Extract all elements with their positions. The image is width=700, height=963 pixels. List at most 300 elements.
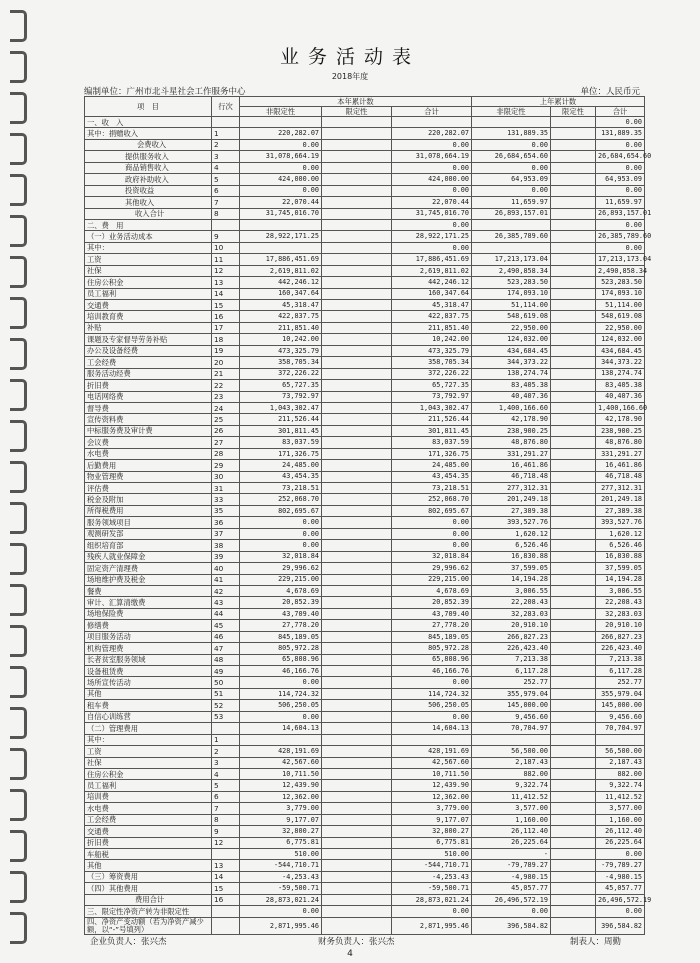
header-current-year: 本年累计数 xyxy=(240,97,472,107)
row-previous-total: 26,225.64 xyxy=(596,837,645,848)
binding-ring-icon xyxy=(10,748,27,780)
row-current-unrestricted: 12,439.90 xyxy=(240,780,322,791)
row-current-total: 28,922,171.25 xyxy=(392,231,472,242)
row-current-unrestricted: 32,018.84 xyxy=(240,551,322,562)
row-item-name: 水电费 xyxy=(85,448,212,459)
row-item-name: 固定资产清理费 xyxy=(85,563,212,574)
row-previous-total: 42,178.90 xyxy=(596,414,645,425)
row-previous-unrestricted: 26,385,789.60 xyxy=(472,231,551,242)
row-current-unrestricted: 2,619,811.02 xyxy=(240,265,322,276)
row-previous-restricted xyxy=(551,197,596,208)
row-previous-total: 11,659.97 xyxy=(596,197,645,208)
row-current-unrestricted: 0.00 xyxy=(240,139,322,150)
row-item-name: 员工福利 xyxy=(85,780,212,791)
row-previous-total: 26,893,157.01 xyxy=(596,208,645,219)
row-current-restricted xyxy=(322,460,392,471)
table-row xyxy=(85,471,645,482)
row-previous-total: 26,496,572.19 xyxy=(596,894,645,905)
table-row xyxy=(85,357,645,368)
row-current-restricted xyxy=(322,277,392,288)
row-current-restricted xyxy=(322,757,392,768)
row-current-restricted xyxy=(322,871,392,882)
row-current-unrestricted: 252,068.70 xyxy=(240,494,322,505)
row-previous-total: 0.00 xyxy=(596,139,645,150)
row-current-restricted xyxy=(322,791,392,802)
row-number: 7 xyxy=(212,803,240,814)
row-previous-total: 145,000.00 xyxy=(596,700,645,711)
row-current-unrestricted: 0.00 xyxy=(240,677,322,688)
row-previous-restricted xyxy=(551,608,596,619)
row-previous-total: 22,950.00 xyxy=(596,322,645,333)
table-row xyxy=(85,871,645,882)
row-current-restricted xyxy=(322,688,392,699)
row-current-total: 17,886,451.69 xyxy=(392,254,472,265)
row-current-restricted xyxy=(322,723,392,734)
row-previous-restricted xyxy=(551,254,596,265)
row-previous-total: 6,526.46 xyxy=(596,540,645,551)
row-item-name: 社保 xyxy=(85,265,212,276)
row-current-restricted xyxy=(322,494,392,505)
row-current-restricted xyxy=(322,608,392,619)
row-previous-restricted xyxy=(551,563,596,574)
row-previous-total: 2,187.43 xyxy=(596,757,645,768)
binding-ring-icon xyxy=(10,912,27,944)
row-previous-unrestricted: 14,194.28 xyxy=(472,574,551,585)
row-previous-unrestricted: 0.00 xyxy=(472,185,551,196)
row-number: 5 xyxy=(212,780,240,791)
row-number xyxy=(212,849,240,860)
row-item-name: 修缮费 xyxy=(85,620,212,631)
table-row xyxy=(85,723,645,734)
row-current-unrestricted: 506,250.05 xyxy=(240,700,322,711)
binding-ring-icon xyxy=(10,379,27,411)
row-item-name: 场所宣传活动 xyxy=(85,677,212,688)
row-current-unrestricted: -544,710.71 xyxy=(240,860,322,871)
row-item-name: 电话网络费 xyxy=(85,391,212,402)
row-previous-restricted xyxy=(551,185,596,196)
row-current-restricted xyxy=(322,300,392,311)
row-previous-restricted xyxy=(551,311,596,322)
row-previous-total: 56,500.00 xyxy=(596,746,645,757)
row-number: 48 xyxy=(212,654,240,665)
row-previous-total: 9,322.74 xyxy=(596,780,645,791)
row-number: 44 xyxy=(212,608,240,619)
row-current-total: 43,454.35 xyxy=(392,471,472,482)
row-item-name: 投资收益 xyxy=(85,185,212,196)
preparing-unit: 编制单位：广州市北斗星社会工作服务中心 xyxy=(84,87,246,97)
table-row xyxy=(85,654,645,665)
row-current-restricted xyxy=(322,837,392,848)
row-previous-unrestricted: 226,423.40 xyxy=(472,643,551,654)
row-item-name: 宣传资料费 xyxy=(85,414,212,425)
row-current-unrestricted: 171,326.75 xyxy=(240,448,322,459)
table-row xyxy=(85,402,645,413)
row-previous-total: 238,900.25 xyxy=(596,425,645,436)
row-previous-unrestricted: -79,789.27 xyxy=(472,860,551,871)
row-item-name: 其他 xyxy=(85,860,212,871)
row-current-unrestricted: 28,922,171.25 xyxy=(240,231,322,242)
table-row xyxy=(85,711,645,722)
row-number: 46 xyxy=(212,631,240,642)
row-current-restricted xyxy=(322,517,392,528)
row-previous-total: 26,684,654.60 xyxy=(596,151,645,162)
row-item-name: 提供服务收入 xyxy=(85,151,212,162)
row-current-unrestricted: 802,695.67 xyxy=(240,505,322,516)
row-previous-unrestricted: 11,412.52 xyxy=(472,791,551,802)
row-previous-unrestricted: 2,187.43 xyxy=(472,757,551,768)
row-previous-restricted xyxy=(551,791,596,802)
binding-ring-icon xyxy=(10,174,27,206)
binding-ring-icon xyxy=(10,133,27,165)
row-number: 29 xyxy=(212,460,240,471)
row-previous-restricted xyxy=(551,711,596,722)
row-current-total: 442,246.12 xyxy=(392,277,472,288)
row-item-name: 场地保险费 xyxy=(85,608,212,619)
row-current-unrestricted: 220,282.07 xyxy=(240,128,322,139)
header-item: 项 目 xyxy=(85,97,212,117)
table-row xyxy=(85,540,645,551)
row-previous-restricted xyxy=(551,814,596,825)
row-current-total: 42,567.60 xyxy=(392,757,472,768)
row-previous-total: 1,400,166.60 xyxy=(596,402,645,413)
row-current-total: 220,282.07 xyxy=(392,128,472,139)
row-previous-restricted xyxy=(551,494,596,505)
row-current-unrestricted: 0.00 xyxy=(240,906,322,917)
row-current-restricted xyxy=(322,643,392,654)
row-previous-restricted xyxy=(551,597,596,608)
row-number xyxy=(212,117,240,128)
row-previous-total: 0.00 xyxy=(596,906,645,917)
table-row xyxy=(85,334,645,345)
row-item-name: 政府补助收入 xyxy=(85,174,212,185)
row-current-unrestricted: 422,837.75 xyxy=(240,311,322,322)
row-current-restricted xyxy=(322,734,392,745)
row-previous-total: 2,490,858.34 xyxy=(596,265,645,276)
row-previous-unrestricted: 37,599.05 xyxy=(472,563,551,574)
row-current-restricted xyxy=(322,597,392,608)
row-previous-total: 37,599.05 xyxy=(596,563,645,574)
table-row xyxy=(85,460,645,471)
row-previous-total: 70,704.97 xyxy=(596,723,645,734)
row-current-unrestricted: 9,177.07 xyxy=(240,814,322,825)
row-current-unrestricted: 14,604.13 xyxy=(240,723,322,734)
table-row xyxy=(85,677,645,688)
row-item-name: 残疾人就业保障金 xyxy=(85,551,212,562)
row-previous-restricted xyxy=(551,654,596,665)
row-item-name: （二）管理费用 xyxy=(85,723,212,734)
row-current-restricted xyxy=(322,631,392,642)
row-previous-restricted xyxy=(551,505,596,516)
row-current-restricted xyxy=(322,563,392,574)
table-row xyxy=(85,780,645,791)
row-item-name: 收入合计 xyxy=(85,208,212,219)
row-current-restricted xyxy=(322,162,392,173)
row-item-name: 评估费 xyxy=(85,483,212,494)
binding-ring-icon xyxy=(10,666,27,698)
row-current-restricted xyxy=(322,139,392,150)
row-current-restricted xyxy=(322,402,392,413)
binding-ring-icon xyxy=(10,338,27,370)
row-current-total: 1,043,302.47 xyxy=(392,402,472,413)
table-row xyxy=(85,757,645,768)
row-current-total: 506,250.05 xyxy=(392,700,472,711)
row-current-total: 510.00 xyxy=(392,849,472,860)
row-current-restricted xyxy=(322,746,392,757)
row-current-unrestricted: 73,792.97 xyxy=(240,391,322,402)
row-previous-restricted xyxy=(551,757,596,768)
table-row xyxy=(85,505,645,516)
binding-ring-icon xyxy=(10,707,27,739)
row-item-name: 机构管理费 xyxy=(85,643,212,654)
row-previous-total: 0.00 xyxy=(596,242,645,253)
row-current-unrestricted xyxy=(240,219,322,230)
row-previous-unrestricted: 1,160.00 xyxy=(472,814,551,825)
row-item-name: 住房公积金 xyxy=(85,768,212,779)
row-previous-unrestricted: 0.00 xyxy=(472,162,551,173)
row-current-unrestricted: 29,996.62 xyxy=(240,563,322,574)
row-current-total: 65,727.35 xyxy=(392,380,472,391)
row-current-total: 0.00 xyxy=(392,528,472,539)
row-previous-total: 16,830.88 xyxy=(596,551,645,562)
row-previous-unrestricted: 9,322.74 xyxy=(472,780,551,791)
row-number: 4 xyxy=(212,162,240,173)
row-current-unrestricted: 6,775.81 xyxy=(240,837,322,848)
table-row xyxy=(85,231,645,242)
row-previous-restricted xyxy=(551,917,596,935)
row-previous-unrestricted xyxy=(472,219,551,230)
row-number: 40 xyxy=(212,563,240,574)
row-previous-unrestricted: - xyxy=(472,849,551,860)
row-current-unrestricted: 31,078,664.19 xyxy=(240,151,322,162)
row-current-restricted xyxy=(322,219,392,230)
row-item-name: 场地维护费及税金 xyxy=(85,574,212,585)
row-number: 53 xyxy=(212,711,240,722)
row-current-unrestricted: 28,873,021.24 xyxy=(240,894,322,905)
row-previous-unrestricted: 238,900.25 xyxy=(472,425,551,436)
row-current-total: 0.00 xyxy=(392,906,472,917)
row-current-restricted xyxy=(322,666,392,677)
table-row xyxy=(85,643,645,654)
row-item-name: 长者贫室服务领域 xyxy=(85,654,212,665)
table-row xyxy=(85,585,645,596)
row-current-unrestricted: 2,871,995.46 xyxy=(240,917,322,935)
table-row xyxy=(85,803,645,814)
row-current-unrestricted: 358,705.34 xyxy=(240,357,322,368)
row-previous-restricted xyxy=(551,117,596,128)
row-current-total: 12,439.90 xyxy=(392,780,472,791)
table-row xyxy=(85,391,645,402)
row-current-unrestricted: 0.00 xyxy=(240,711,322,722)
row-previous-unrestricted: 20,910.10 xyxy=(472,620,551,631)
table-row xyxy=(85,688,645,699)
row-previous-unrestricted: 523,283.50 xyxy=(472,277,551,288)
row-previous-unrestricted: 2,490,858.34 xyxy=(472,265,551,276)
row-number: 16 xyxy=(212,311,240,322)
row-number: 25 xyxy=(212,414,240,425)
row-current-restricted xyxy=(322,803,392,814)
row-current-restricted xyxy=(322,128,392,139)
row-previous-total: 355,979.04 xyxy=(596,688,645,699)
row-number: 22 xyxy=(212,380,240,391)
row-current-unrestricted: 372,226.22 xyxy=(240,368,322,379)
binding-ring-icon xyxy=(10,461,27,493)
row-current-total: 252,068.70 xyxy=(392,494,472,505)
row-current-restricted xyxy=(322,471,392,482)
header-current-unrestricted: 非限定性 xyxy=(240,107,322,117)
activity-table xyxy=(84,96,652,935)
row-previous-unrestricted: 9,456.60 xyxy=(472,711,551,722)
row-number: 33 xyxy=(212,494,240,505)
row-number: 3 xyxy=(212,151,240,162)
row-item-name: 设备租赁费 xyxy=(85,666,212,677)
row-previous-restricted xyxy=(551,162,596,173)
row-previous-total: 32,283.03 xyxy=(596,608,645,619)
row-previous-unrestricted: 6,526.46 xyxy=(472,540,551,551)
row-current-unrestricted: -59,500.71 xyxy=(240,883,322,894)
row-current-total: 0.00 xyxy=(392,711,472,722)
row-current-restricted xyxy=(322,151,392,162)
row-previous-total: 22,208.43 xyxy=(596,597,645,608)
table-row xyxy=(85,117,645,128)
row-previous-restricted xyxy=(551,334,596,345)
row-number xyxy=(212,723,240,734)
row-number: 5 xyxy=(212,174,240,185)
row-previous-unrestricted: 26,112.40 xyxy=(472,826,551,837)
row-number: 35 xyxy=(212,505,240,516)
row-item-name: 服务活动经费 xyxy=(85,368,212,379)
row-current-total: 0.00 xyxy=(392,677,472,688)
row-previous-unrestricted: 17,213,173.04 xyxy=(472,254,551,265)
row-previous-total: 83,405.38 xyxy=(596,380,645,391)
row-current-unrestricted: 845,189.05 xyxy=(240,631,322,642)
row-previous-unrestricted: 145,000.00 xyxy=(472,700,551,711)
table-row xyxy=(85,528,645,539)
row-current-total xyxy=(392,734,472,745)
row-previous-unrestricted: 138,274.74 xyxy=(472,368,551,379)
row-current-restricted xyxy=(322,505,392,516)
row-previous-total: 11,412.52 xyxy=(596,791,645,802)
row-item-name: （四）其他费用 xyxy=(85,883,212,894)
row-previous-restricted xyxy=(551,677,596,688)
row-current-total: 24,485.00 xyxy=(392,460,472,471)
row-previous-unrestricted: 124,032.00 xyxy=(472,334,551,345)
row-item-name: 折旧费 xyxy=(85,837,212,848)
row-number: 43 xyxy=(212,597,240,608)
row-current-total: 114,724.32 xyxy=(392,688,472,699)
row-current-restricted xyxy=(322,540,392,551)
row-previous-unrestricted: 252.77 xyxy=(472,677,551,688)
row-previous-total: 252.77 xyxy=(596,677,645,688)
row-current-total: 229,215.00 xyxy=(392,574,472,585)
row-previous-restricted xyxy=(551,837,596,848)
row-previous-total: -4,980.15 xyxy=(596,871,645,882)
row-current-unrestricted: 0.00 xyxy=(240,540,322,551)
row-current-total: 29,996.62 xyxy=(392,563,472,574)
row-previous-restricted xyxy=(551,894,596,905)
footer-finance: 财务负责人：张兴杰 xyxy=(318,937,395,947)
table-row xyxy=(85,437,645,448)
row-previous-unrestricted: -4,980.15 xyxy=(472,871,551,882)
row-current-total: 211,851.40 xyxy=(392,322,472,333)
row-item-name: 租车费 xyxy=(85,700,212,711)
table-row xyxy=(85,254,645,265)
table-row xyxy=(85,311,645,322)
row-item-name: 会议费 xyxy=(85,437,212,448)
row-previous-total: 0.00 xyxy=(596,219,645,230)
row-previous-total: 46,718.48 xyxy=(596,471,645,482)
row-previous-restricted xyxy=(551,219,596,230)
binding-ring-icon xyxy=(10,215,27,247)
row-current-restricted xyxy=(322,231,392,242)
row-current-total: 31,745,016.70 xyxy=(392,208,472,219)
row-previous-total: 0.00 xyxy=(596,185,645,196)
row-item-name: 补贴 xyxy=(85,322,212,333)
row-number xyxy=(212,906,240,917)
row-item-name: 办公及设备经费 xyxy=(85,345,212,356)
binding-ring-icon xyxy=(10,502,27,534)
row-item-name: 餐费 xyxy=(85,585,212,596)
row-current-total: 43,709.40 xyxy=(392,608,472,619)
row-previous-unrestricted: 344,373.22 xyxy=(472,357,551,368)
row-current-total: 20,852.39 xyxy=(392,597,472,608)
row-current-total: 2,871,995.46 xyxy=(392,917,472,935)
row-item-name: （三）筹资费用 xyxy=(85,871,212,882)
row-current-unrestricted: 3,779.00 xyxy=(240,803,322,814)
table-row xyxy=(85,197,645,208)
row-previous-unrestricted: 26,496,572.19 xyxy=(472,894,551,905)
row-number: 11 xyxy=(212,254,240,265)
row-number: 2 xyxy=(212,746,240,757)
row-number: 4 xyxy=(212,768,240,779)
row-previous-unrestricted: 1,620.12 xyxy=(472,528,551,539)
row-previous-restricted xyxy=(551,242,596,253)
row-current-total: 14,604.13 xyxy=(392,723,472,734)
row-current-restricted xyxy=(322,894,392,905)
row-current-unrestricted: 43,454.35 xyxy=(240,471,322,482)
row-previous-total: 20,910.10 xyxy=(596,620,645,631)
table-row xyxy=(85,849,645,860)
row-current-total: 372,226.22 xyxy=(392,368,472,379)
row-number: 6 xyxy=(212,185,240,196)
binding-ring-icon xyxy=(10,297,27,329)
row-previous-restricted xyxy=(551,174,596,185)
row-current-unrestricted: 211,851.40 xyxy=(240,322,322,333)
row-current-restricted xyxy=(322,357,392,368)
row-number: 24 xyxy=(212,402,240,413)
row-current-restricted xyxy=(322,711,392,722)
row-previous-unrestricted: 174,093.10 xyxy=(472,288,551,299)
row-previous-unrestricted: 32,283.03 xyxy=(472,608,551,619)
row-previous-unrestricted xyxy=(472,734,551,745)
table-row xyxy=(85,300,645,311)
row-previous-restricted xyxy=(551,483,596,494)
row-current-restricted xyxy=(322,197,392,208)
row-previous-restricted xyxy=(551,471,596,482)
row-current-unrestricted: 65,727.35 xyxy=(240,380,322,391)
row-current-total: 10,242.00 xyxy=(392,334,472,345)
row-item-name: 其中： xyxy=(85,242,212,253)
row-previous-restricted xyxy=(551,528,596,539)
table-row xyxy=(85,368,645,379)
row-current-total: -4,253.43 xyxy=(392,871,472,882)
row-current-unrestricted: 32,800.27 xyxy=(240,826,322,837)
row-previous-restricted xyxy=(551,746,596,757)
row-previous-restricted xyxy=(551,723,596,734)
row-previous-total: 26,385,789.60 xyxy=(596,231,645,242)
table-row xyxy=(85,483,645,494)
row-current-total: 422,837.75 xyxy=(392,311,472,322)
row-item-name: 所得税费用 xyxy=(85,505,212,516)
